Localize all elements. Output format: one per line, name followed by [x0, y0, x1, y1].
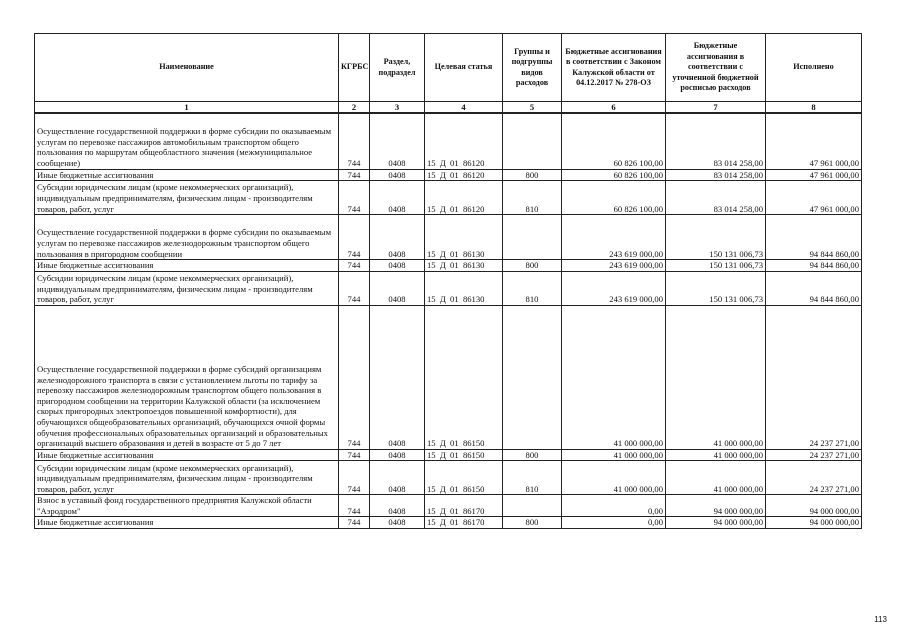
- table-row: [35, 260, 862, 272]
- row-name-cell: Иные бюджетные ассигнования: [35, 449, 339, 461]
- column-number: 1: [35, 102, 339, 114]
- row-kgrbs-cell: 744: [339, 260, 370, 272]
- row-section-cell: 0408: [370, 305, 425, 449]
- row-law-amount: 41 000 000,00: [562, 461, 666, 495]
- row-target-cell: 15 Д 01 86120: [425, 169, 503, 181]
- row-name-cell: Осуществление государственной поддержки в форме субсидий организациям железнодорожного транспорта в связи с установлением льготы по тарифу за перевозку пассажиров железнодорожным транспортом общего пользования в пригородном сообщении на территории Калужской области (за исключением скорых пригородных электропоездов повышенной комфортности), для обучающихся общеобразовательных организаций, обучающихся очной формы обучения профессиональных образовательных организаций и образовательных организаций высшего образования и детей в возрасте от 5 до 7 лет: [35, 305, 339, 449]
- row-refined-amount: 41 000 000,00: [666, 449, 766, 461]
- row-section-cell: 0408: [370, 517, 425, 529]
- row-name-cell: Иные бюджетные ассигнования: [35, 169, 339, 181]
- row-target-cell: 15 Д 01 86120: [425, 113, 503, 169]
- row-name-cell: Иные бюджетные ассигнования: [35, 260, 339, 272]
- row-kgrbs-cell: 744: [339, 461, 370, 495]
- column-number-row: [35, 102, 862, 114]
- header-row: [35, 34, 862, 102]
- row-law-amount: 41 000 000,00: [562, 305, 666, 449]
- row-name-cell: Осуществление государственной поддержки в форме субсидии по оказываемым услугам по перевозке пассажиров автомобильным транспортом общего пользования по маршрутам общеобластного значения (межмуниципальное сообщение): [35, 113, 339, 169]
- column-number: 5: [503, 102, 562, 114]
- row-refined-amount: 83 014 258,00: [666, 169, 766, 181]
- row-group-cell: 800: [503, 260, 562, 272]
- row-group-cell: 800: [503, 169, 562, 181]
- row-executed-amount: 94 844 860,00: [766, 271, 862, 305]
- row-executed-amount: 94 000 000,00: [766, 517, 862, 529]
- row-kgrbs-cell: 744: [339, 517, 370, 529]
- header-section: Раздел, подраздел: [370, 34, 425, 102]
- row-section-cell: 0408: [370, 495, 425, 517]
- table-row: [35, 461, 862, 495]
- row-executed-amount: 47 961 000,00: [766, 169, 862, 181]
- row-law-amount: 60 826 100,00: [562, 181, 666, 215]
- row-law-amount: 60 826 100,00: [562, 113, 666, 169]
- row-name-cell: Субсидии юридическим лицам (кроме некоммерческих организаций), индивидуальным предпринимателям, физическим лицам - производителям товаров, работ, услуг: [35, 461, 339, 495]
- table-row: [35, 449, 862, 461]
- header-kgrbs: КГРБС: [339, 34, 370, 102]
- row-executed-amount: 24 237 271,00: [766, 449, 862, 461]
- table-row: [35, 305, 862, 449]
- row-refined-amount: 41 000 000,00: [666, 305, 766, 449]
- row-group-cell: [503, 113, 562, 169]
- row-target-cell: 15 Д 01 86150: [425, 461, 503, 495]
- row-refined-amount: 94 000 000,00: [666, 517, 766, 529]
- row-refined-amount: 41 000 000,00: [666, 461, 766, 495]
- row-section-cell: 0408: [370, 113, 425, 169]
- column-number: 6: [562, 102, 666, 114]
- row-executed-amount: 94 844 860,00: [766, 215, 862, 260]
- table-row: [35, 181, 862, 215]
- row-kgrbs-cell: 744: [339, 169, 370, 181]
- row-name-cell: Осуществление государственной поддержки в форме субсидии по оказываемым услугам по перевозке пассажиров железнодорожным транспортом общего пользования в пригородном сообщении: [35, 215, 339, 260]
- row-group-cell: 810: [503, 461, 562, 495]
- row-section-cell: 0408: [370, 271, 425, 305]
- row-law-amount: 0,00: [562, 517, 666, 529]
- row-executed-amount: 94 844 860,00: [766, 260, 862, 272]
- row-name-cell: Взнос в уставный фонд государственного предприятия Калужской области "Аэродром": [35, 495, 339, 517]
- row-kgrbs-cell: 744: [339, 113, 370, 169]
- row-law-amount: 243 619 000,00: [562, 271, 666, 305]
- row-executed-amount: 94 000 000,00: [766, 495, 862, 517]
- row-kgrbs-cell: 744: [339, 495, 370, 517]
- row-kgrbs-cell: 744: [339, 215, 370, 260]
- row-section-cell: 0408: [370, 215, 425, 260]
- row-refined-amount: 150 131 006,73: [666, 260, 766, 272]
- header-groups: Группы и подгруппы видов расходов: [503, 34, 562, 102]
- row-target-cell: 15 Д 01 86120: [425, 181, 503, 215]
- row-kgrbs-cell: 744: [339, 181, 370, 215]
- row-executed-amount: 24 237 271,00: [766, 461, 862, 495]
- row-target-cell: 15 Д 01 86170: [425, 495, 503, 517]
- row-executed-amount: 47 961 000,00: [766, 113, 862, 169]
- row-target-cell: 15 Д 01 86170: [425, 517, 503, 529]
- row-target-cell: 15 Д 01 86150: [425, 449, 503, 461]
- row-group-cell: 810: [503, 181, 562, 215]
- row-target-cell: 15 Д 01 86130: [425, 260, 503, 272]
- row-group-cell: 800: [503, 517, 562, 529]
- row-group-cell: [503, 495, 562, 517]
- row-section-cell: 0408: [370, 449, 425, 461]
- header-target: Целевая статья: [425, 34, 503, 102]
- table-row: [35, 517, 862, 529]
- row-law-amount: 243 619 000,00: [562, 260, 666, 272]
- row-target-cell: 15 Д 01 86130: [425, 271, 503, 305]
- table-body: [35, 113, 862, 529]
- row-name-cell: Субсидии юридическим лицам (кроме некоммерческих организаций), индивидуальным предпринимателям, физическим лицам - производителям товаров, работ, услуг: [35, 181, 339, 215]
- header-law: Бюджетные ассигнования в соответствии с Законом Калужской области от 04.12.2017 № 278-ОЗ: [562, 34, 666, 102]
- row-kgrbs-cell: 744: [339, 305, 370, 449]
- row-law-amount: 243 619 000,00: [562, 215, 666, 260]
- row-name-cell: Иные бюджетные ассигнования: [35, 517, 339, 529]
- row-group-cell: [503, 215, 562, 260]
- row-target-cell: 15 Д 01 86130: [425, 215, 503, 260]
- column-number: 4: [425, 102, 503, 114]
- header-name: Наименование: [35, 34, 339, 102]
- table-row: [35, 271, 862, 305]
- table-row: [35, 495, 862, 517]
- row-name-cell: Субсидии юридическим лицам (кроме некоммерческих организаций), индивидуальным предпринимателям, физическим лицам - производителям товаров, работ, услуг: [35, 271, 339, 305]
- row-refined-amount: 150 131 006,73: [666, 215, 766, 260]
- row-kgrbs-cell: 744: [339, 271, 370, 305]
- page-number: 113: [874, 615, 887, 624]
- row-law-amount: 0,00: [562, 495, 666, 517]
- header-refined: Бюджетные ассигнования в соответствии с уточненной бюджетной росписью расходов: [666, 34, 766, 102]
- column-number: 2: [339, 102, 370, 114]
- column-number: 3: [370, 102, 425, 114]
- header-executed: Исполнено: [766, 34, 862, 102]
- row-law-amount: 41 000 000,00: [562, 449, 666, 461]
- row-refined-amount: 83 014 258,00: [666, 181, 766, 215]
- row-law-amount: 60 826 100,00: [562, 169, 666, 181]
- row-refined-amount: 83 014 258,00: [666, 113, 766, 169]
- table-row: [35, 215, 862, 260]
- row-section-cell: 0408: [370, 260, 425, 272]
- column-number: 8: [766, 102, 862, 114]
- row-refined-amount: 94 000 000,00: [666, 495, 766, 517]
- row-target-cell: 15 Д 01 86150: [425, 305, 503, 449]
- table-row: [35, 113, 862, 169]
- row-group-cell: 800: [503, 449, 562, 461]
- row-refined-amount: 150 131 006,73: [666, 271, 766, 305]
- row-section-cell: 0408: [370, 461, 425, 495]
- row-kgrbs-cell: 744: [339, 449, 370, 461]
- column-number: 7: [666, 102, 766, 114]
- row-section-cell: 0408: [370, 181, 425, 215]
- row-section-cell: 0408: [370, 169, 425, 181]
- row-executed-amount: 47 961 000,00: [766, 181, 862, 215]
- table-row: [35, 169, 862, 181]
- row-executed-amount: 24 237 271,00: [766, 305, 862, 449]
- row-group-cell: 810: [503, 271, 562, 305]
- row-group-cell: [503, 305, 562, 449]
- budget-table: [34, 33, 862, 529]
